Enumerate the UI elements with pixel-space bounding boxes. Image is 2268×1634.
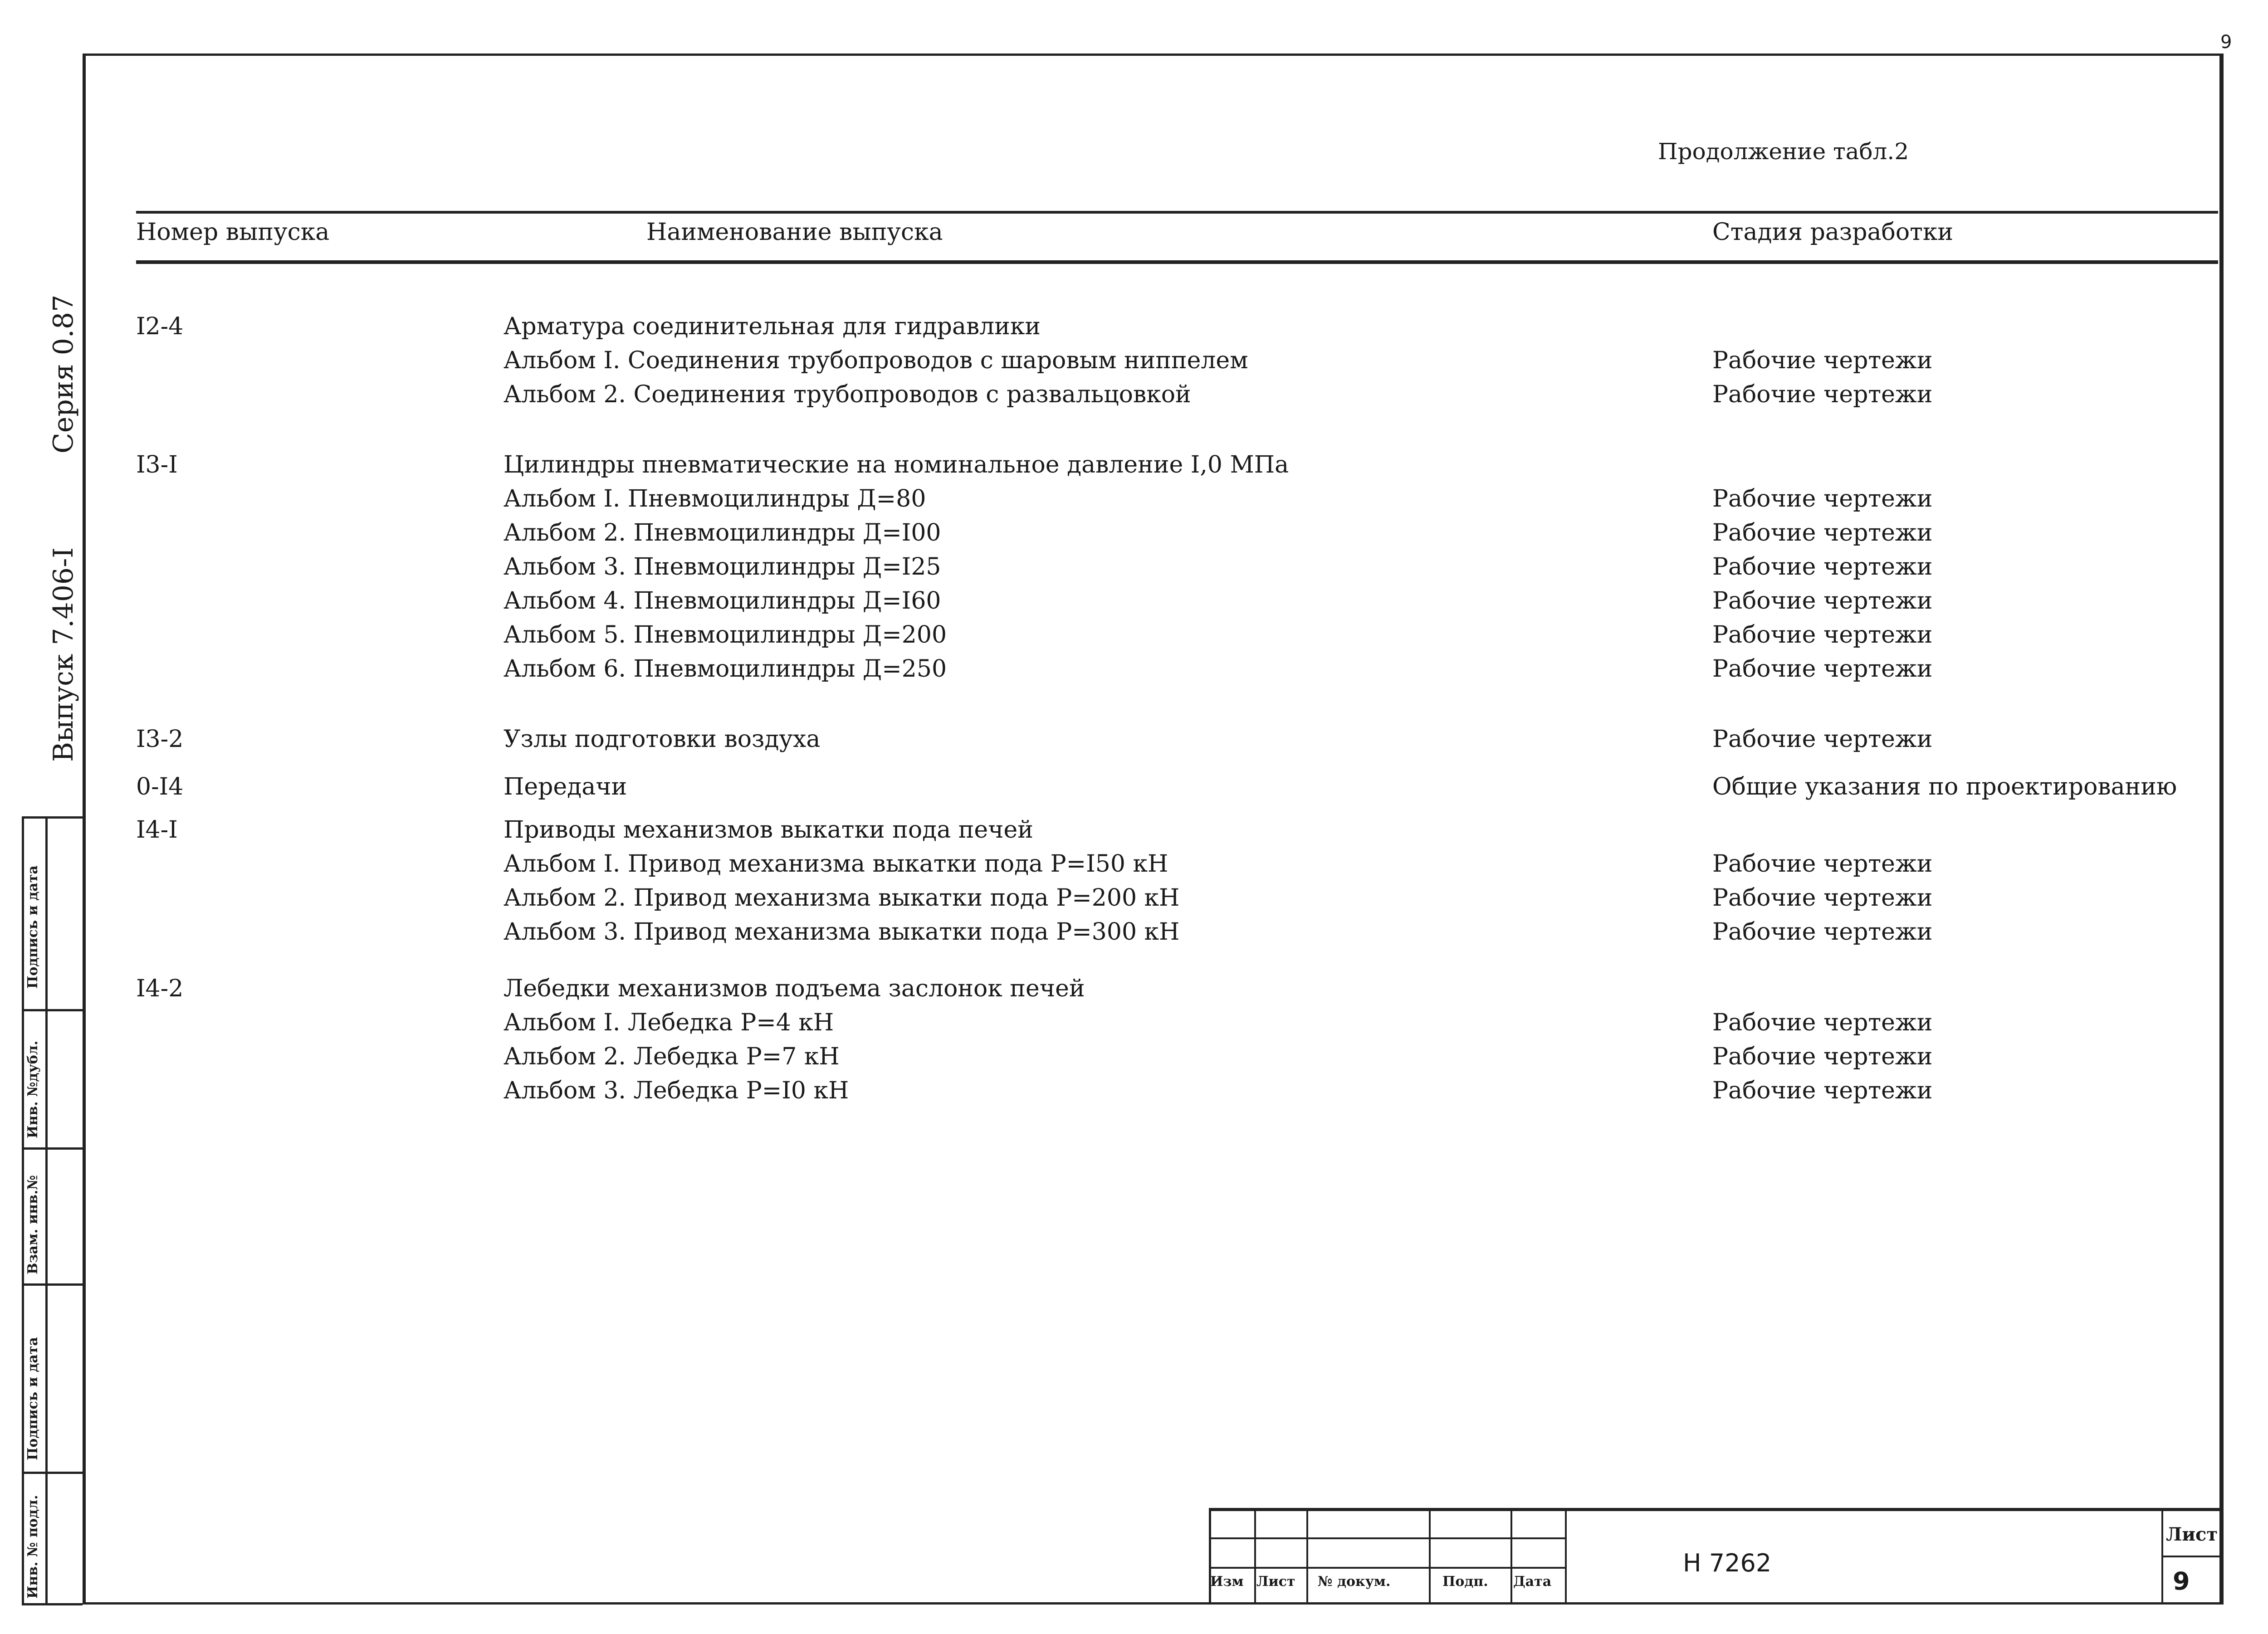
title-block-rule xyxy=(1510,1508,1512,1605)
table-cell-stage: Рабочие чертежи xyxy=(1712,347,1933,374)
table-cell-code: I4-2 xyxy=(136,975,184,1002)
table-cell-stage: Рабочие чертежи xyxy=(1712,621,1933,649)
table-cell-stage: Рабочие чертежи xyxy=(1712,519,1933,546)
table-cell-name: Альбом 3. Пневмоцилиндры Д=I25 xyxy=(503,553,941,580)
issue-label: Выпуск 7.406-I xyxy=(48,547,79,762)
table-cell-name: Альбом 3. Привод механизма выкатки пода Р=300 кН xyxy=(503,918,1180,946)
table-cell-name: Альбом I. Привод механизма выкатки пода Р=I50 кН xyxy=(503,850,1168,878)
sheet-number: 9 xyxy=(2173,1567,2190,1595)
table-cell-code: 0-I4 xyxy=(136,773,184,800)
margin-stamp-label: Инв. №дубл. xyxy=(25,1040,41,1138)
title-block-rule xyxy=(1429,1508,1431,1605)
title-block-rule xyxy=(1306,1508,1308,1605)
table-cell-name: Альбом 6. Пневмоцилиндры Д=250 xyxy=(503,655,947,683)
table-cell-name: Передачи xyxy=(503,773,627,800)
margin-stamp-divider xyxy=(22,1283,83,1286)
table-cell-name: Альбом 2. Соединения трубопроводов с развальцовкой xyxy=(503,381,1191,408)
title-block-rule xyxy=(2161,1556,2224,1557)
margin-stamp-label: Взам. инв.№ xyxy=(25,1175,41,1274)
corner-number: 9 xyxy=(2220,32,2232,53)
margin-stamp-divider-vertical xyxy=(45,816,48,1605)
table-cell-stage: Общие указания по проектированию xyxy=(1712,773,2177,800)
margin-stamp-label: Подпись и дата xyxy=(25,865,41,989)
margin-stamp-divider xyxy=(22,1147,83,1150)
table-cell-stage: Рабочие чертежи xyxy=(1712,1077,1933,1104)
table-cell-stage: Рабочие чертежи xyxy=(1712,381,1933,408)
column-header-stage: Стадия разработки xyxy=(1712,219,1954,246)
table-cell-stage: Рабочие чертежи xyxy=(1712,553,1933,580)
title-block-rule xyxy=(1254,1508,1256,1605)
table-cell-stage: Рабочие чертежи xyxy=(1712,850,1933,878)
table-cell-name: Альбом 5. Пневмоцилиндры Д=200 xyxy=(503,621,947,649)
column-header-number: Номер выпуска xyxy=(136,219,330,246)
table-cell-name: Приводы механизмов выкатки пода печей xyxy=(503,816,1033,844)
table-cell-stage: Рабочие чертежи xyxy=(1712,587,1933,615)
table-cell-code: I3-2 xyxy=(136,726,184,753)
table-cell-stage: Рабочие чертежи xyxy=(1712,1043,1933,1070)
header-rule-top xyxy=(136,211,2218,214)
column-header-name: Наименование выпуска xyxy=(646,219,943,246)
title-block-col-izm: Изм xyxy=(1210,1574,1244,1590)
margin-stamp-divider xyxy=(22,1009,83,1011)
table-cell-stage: Рабочие чертежи xyxy=(1712,726,1933,753)
table-cell-stage: Рабочие чертежи xyxy=(1712,918,1933,946)
title-block-col-doc: № докум. xyxy=(1318,1574,1391,1590)
margin-stamp-label: Подпись и дата xyxy=(25,1337,41,1460)
series-label: Серия 0.87 xyxy=(48,294,79,454)
table-cell-name: Узлы подготовки воздуха xyxy=(503,726,821,753)
table-cell-stage: Рабочие чертежи xyxy=(1712,884,1933,912)
title-block-col-date: Дата xyxy=(1513,1574,1552,1590)
table-cell-name: Альбом I. Пневмоцилиндры Д=80 xyxy=(503,485,926,512)
table-cell-name: Альбом 4. Пневмоцилиндры Д=I60 xyxy=(503,587,941,615)
table-cell-code: I3-I xyxy=(136,451,178,478)
table-continuation-label: Продолжение табл.2 xyxy=(1658,138,1909,165)
title-block-col-sign: Подп. xyxy=(1442,1574,1488,1590)
document-code: Н 7262 xyxy=(1683,1549,1772,1577)
title-block-rule xyxy=(1565,1508,1567,1605)
table-cell-code: I2-4 xyxy=(136,313,184,340)
table-cell-code: I4-I xyxy=(136,816,178,844)
table-cell-stage: Рабочие чертежи xyxy=(1712,485,1933,512)
table-cell-name: Цилиндры пневматические на номинальное давление I,0 МПа xyxy=(503,451,1289,478)
table-cell-name: Альбом 3. Лебедка Р=I0 кН xyxy=(503,1077,849,1104)
table-cell-stage: Рабочие чертежи xyxy=(1712,655,1933,683)
drawing-frame xyxy=(83,54,2224,1605)
table-cell-name: Альбом 2. Привод механизма выкатки пода Р=200 кН xyxy=(503,884,1180,912)
title-block-col-list: Лист xyxy=(1256,1574,1295,1590)
table-cell-name: Альбом I. Соединения трубопроводов с шаровым ниппелем xyxy=(503,347,1248,374)
table-cell-name: Альбом I. Лебедка Р=4 кН xyxy=(503,1009,834,1036)
header-rule-bottom xyxy=(136,260,2218,264)
margin-stamp-divider xyxy=(22,1472,83,1474)
table-cell-stage: Рабочие чертежи xyxy=(1712,1009,1933,1036)
table-cell-name: Альбом 2. Лебедка Р=7 кН xyxy=(503,1043,840,1070)
sheet-label: Лист xyxy=(2166,1524,2218,1545)
table-cell-name: Арматура соединительная для гидравлики xyxy=(503,313,1041,340)
margin-stamp-label: Инв. № подл. xyxy=(25,1495,41,1599)
table-cell-name: Лебедки механизмов подъема заслонок печей xyxy=(503,975,1085,1002)
table-cell-name: Альбом 2. Пневмоцилиндры Д=I00 xyxy=(503,519,941,546)
